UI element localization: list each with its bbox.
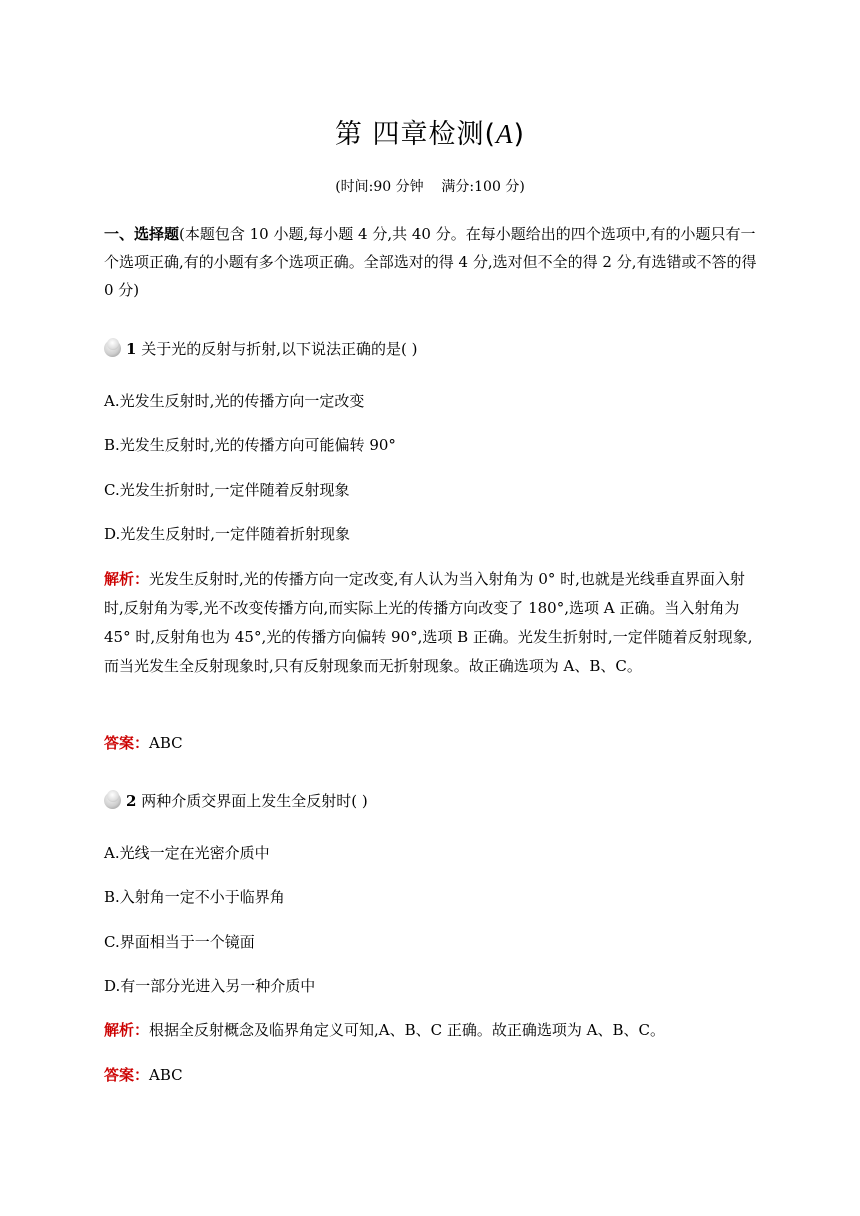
question-1-option-d: D.光发生反射时,一定伴随着折射现象 [104, 525, 351, 543]
question-1-stem [104, 338, 417, 360]
question-marker-icon [104, 338, 124, 358]
analysis-label: 解析： [104, 1021, 150, 1039]
title-italic: A [496, 119, 514, 149]
answer-label: 答案： [104, 734, 150, 752]
question-marker-icon [104, 790, 124, 810]
question-2-analysis [104, 1019, 665, 1041]
section-heading: 一、选择题 [104, 225, 180, 243]
question-2-number: 2 [126, 792, 137, 810]
question-1-text: 关于光的反射与折射,以下说法正确的是( ) [141, 340, 418, 358]
question-2-option-c: C.界面相当于一个镜面 [104, 933, 255, 951]
section-text: (本题包含 10 小题,每小题 4 分,共 40 分。在每小题给出的四个选项中,有的小题只有一个选项正确,有的小题有多个选项正确。全部选对的得 4 分,选对但不全的得 2 分,有选错或不答的得 0 分) [104, 225, 757, 299]
question-1-option-c: C.光发生折射时,一定伴随着反射现象 [104, 481, 350, 499]
question-2-option-a: A.光线一定在光密介质中 [104, 844, 270, 862]
question-1-number: 1 [126, 340, 137, 358]
exam-time-score: (时间:90 分钟 满分:100 分) [335, 179, 525, 195]
title-close: ) [513, 119, 526, 150]
question-1-option-a: A.光发生反射时,光的传播方向一定改变 [104, 392, 365, 410]
question-1-analysis [104, 565, 764, 681]
question-2-text: 两种介质交界面上发生全反射时( ) [141, 792, 368, 810]
page-title [0, 112, 860, 151]
analysis-label: 解析： [104, 570, 150, 588]
answer-value: ABC [149, 1066, 183, 1084]
title-main: 第 四章检测( [334, 119, 497, 150]
question-1-option-b: B.光发生反射时,光的传播方向可能偏转 90° [104, 436, 396, 454]
question-1-answer [104, 732, 183, 754]
question-2-option-d: D.有一部分光进入另一种介质中 [104, 977, 316, 995]
question-2-stem [104, 790, 368, 812]
question-2-option-b: B.入射角一定不小于临界角 [104, 888, 285, 906]
analysis-text: 根据全反射概念及临界角定义可知,A、B、C 正确。故正确选项为 A、B、C。 [149, 1021, 665, 1039]
answer-value: ABC [149, 734, 183, 752]
answer-label: 答案： [104, 1066, 150, 1084]
analysis-text: 光发生反射时,光的传播方向一定改变,有人认为当入射角为 0° 时,也就是光线垂直界面入射时,反射角为零,光不改变传播方向,而实际上光的传播方向改变了 180°,选项 A 正确。当入射角为 45° 时,反射角也为 45°,光的传播方向偏转 90°,选项 B 正确。光发生折射时,一定伴随着反射现象,而当光发生全反射现象时,只有反射现象而无折射现象。故正确选项为 A、B、C。 [104, 570, 753, 675]
question-2-answer [104, 1064, 183, 1086]
section-instructions [104, 220, 764, 304]
